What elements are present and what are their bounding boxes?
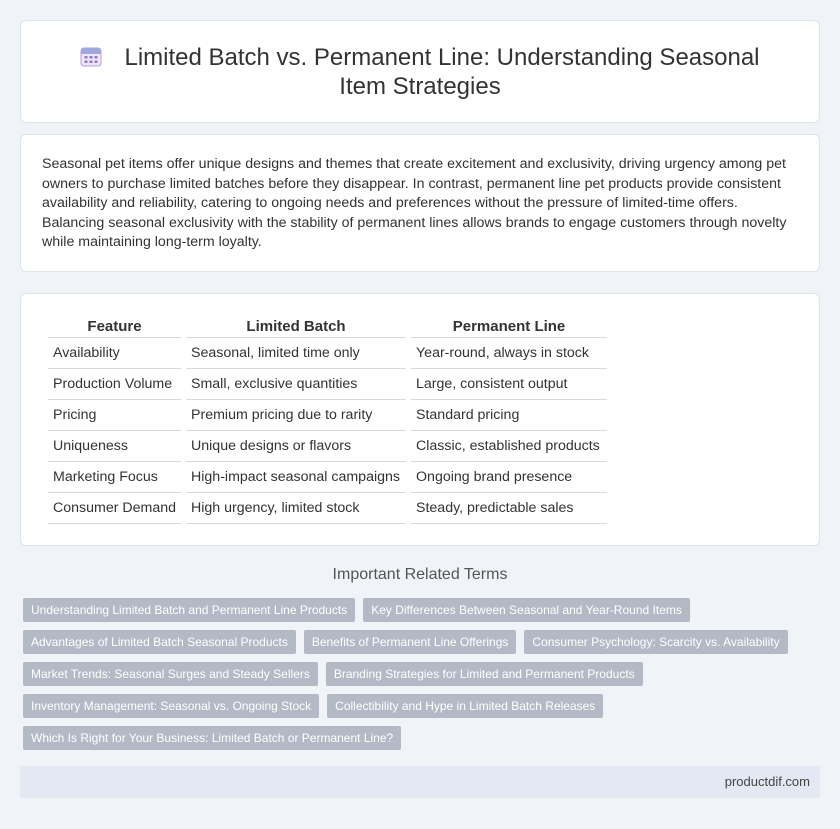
calendar-icon <box>80 45 102 67</box>
page-title: Limited Batch vs. Permanent Line: Understanding Seasonal Item Strategies <box>124 44 760 100</box>
table-cell: Unique designs or flavors <box>186 431 406 462</box>
related-terms-heading: Important Related Terms <box>332 566 508 583</box>
table-cell: High-impact seasonal campaigns <box>186 462 406 493</box>
table-cell: Small, exclusive quantities <box>186 369 406 400</box>
title-card <box>20 20 820 123</box>
related-term-tag[interactable]: Advantages of Limited Batch Seasonal Products <box>23 630 296 654</box>
related-terms-list <box>23 598 803 758</box>
table-cell: Uniqueness <box>48 431 181 462</box>
related-term-tag[interactable]: Benefits of Permanent Line Offerings <box>304 630 517 654</box>
table-cell: Steady, predictable sales <box>411 493 607 524</box>
comparison-table <box>43 316 612 524</box>
related-term-tag[interactable]: Which Is Right for Your Business: Limited Batch or Permanent Line? <box>23 726 401 750</box>
comparison-card <box>20 293 820 546</box>
table-header-row <box>48 316 607 338</box>
related-term-tag[interactable]: Consumer Psychology: Scarcity vs. Availability <box>524 630 787 654</box>
table-cell: Pricing <box>48 400 181 431</box>
table-cell: High urgency, limited stock <box>186 493 406 524</box>
header-limited-batch: Limited Batch <box>186 316 406 338</box>
table-cell: Seasonal, limited time only <box>186 338 406 369</box>
related-term-tag[interactable]: Branding Strategies for Limited and Permanent Products <box>326 662 643 686</box>
table-cell: Large, consistent output <box>411 369 607 400</box>
table-row <box>48 462 607 493</box>
footer-site-link[interactable]: productdif.com <box>724 774 810 789</box>
table-row <box>48 338 607 369</box>
footer <box>20 766 820 798</box>
related-term-tag[interactable]: Understanding Limited Batch and Permanent Line Products <box>23 598 355 622</box>
table-cell: Production Volume <box>48 369 181 400</box>
table-cell: Ongoing brand presence <box>411 462 607 493</box>
related-term-tag[interactable]: Market Trends: Seasonal Surges and Steady Sellers <box>23 662 318 686</box>
table-row <box>48 369 607 400</box>
header-permanent-line: Permanent Line <box>411 316 607 338</box>
related-term-tag[interactable]: Collectibility and Hype in Limited Batch Releases <box>327 694 603 718</box>
page-title-wrap <box>61 43 779 101</box>
table-cell: Standard pricing <box>411 400 607 431</box>
header-feature: Feature <box>48 316 181 338</box>
table-cell: Availability <box>48 338 181 369</box>
table-cell: Year-round, always in stock <box>411 338 607 369</box>
intro-paragraph: Seasonal pet items offer unique designs and themes that create excitement and exclusivity, driving urgency among pet owners to purchase limited batches before they disappear. In contrast, permanent line pet products provide consistent availability and reliability, catering to ongoing needs and preferences without the pressure of limited-time offers. Balancing seasonal exclusivity with the stability of permanent lines allows brands to engage customers through novelty while maintaining long-term loyalty. <box>42 156 787 250</box>
table-cell: Classic, established products <box>411 431 607 462</box>
related-term-tag[interactable]: Key Differences Between Seasonal and Year-Round Items <box>363 598 690 622</box>
table-row <box>48 400 607 431</box>
related-term-tag[interactable]: Inventory Management: Seasonal vs. Ongoing Stock <box>23 694 319 718</box>
table-cell: Consumer Demand <box>48 493 181 524</box>
table-row <box>48 493 607 524</box>
table-cell: Marketing Focus <box>48 462 181 493</box>
intro-card <box>20 134 820 272</box>
table-cell: Premium pricing due to rarity <box>186 400 406 431</box>
table-row <box>48 431 607 462</box>
